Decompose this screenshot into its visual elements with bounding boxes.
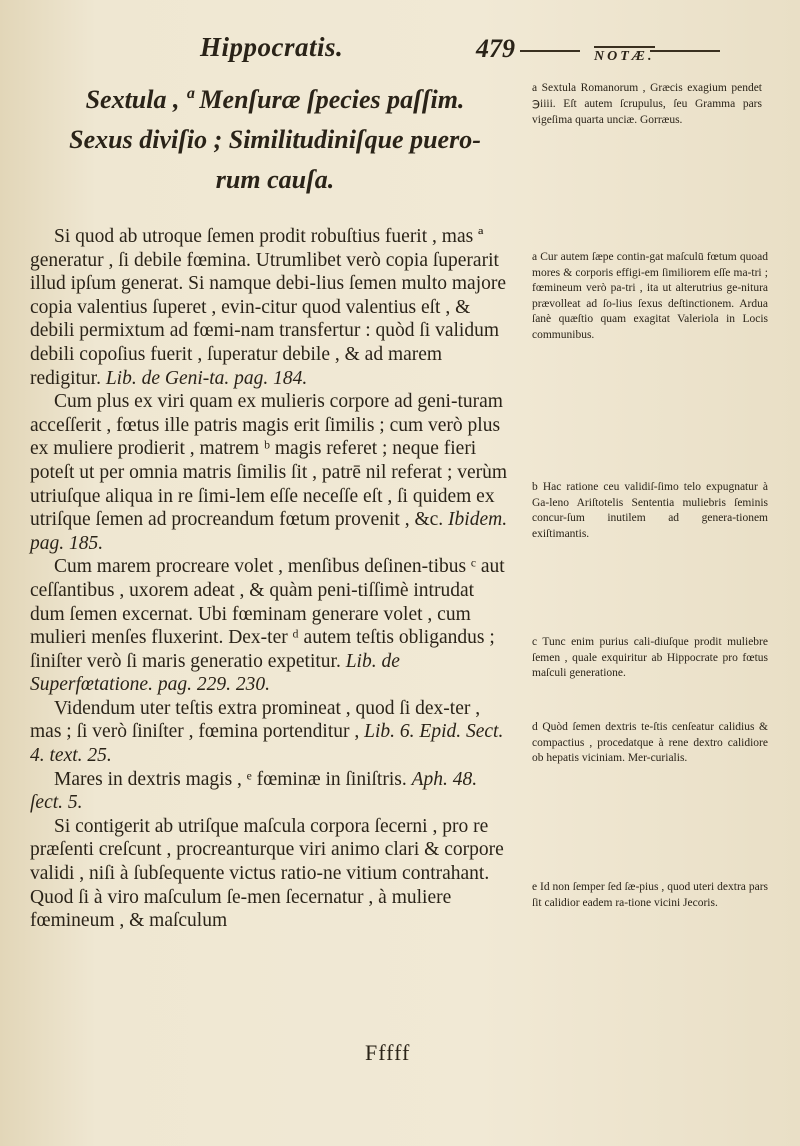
signature-mark: Fffff [365, 1040, 411, 1065]
note-c: c Tunc enim purius cali-diuſque prodit muliebre ſemen , quale exquiritur ab Hippocrate pro fœtus maſculi generatione. [532, 636, 768, 679]
title-line-2: Sexus diviſio ; Similitudiniſque puero- [69, 125, 481, 154]
main-text [30, 225, 510, 933]
paragraph-3 [30, 555, 510, 697]
paragraph-4 [30, 697, 510, 768]
title-line-1: Sextula , ª Menſuræ ſpecies paſſim. [85, 85, 465, 114]
note-d: d Quòd ſemen dextris te-ſtis cenſeatur calidius & compactius , procedatque à rene dextro calidiore ob hepatis viciniam. Mer-curialis. [532, 721, 768, 764]
note-b: b Hac ratione ceu validiſ-ſimo telo expugnatur à Ga-leno Ariſtotelis Sententia muliebris ſeminis concur-ſum inutilem ad genera-tionem exiſtimantis. [532, 481, 768, 540]
header-rule-left [520, 50, 580, 52]
paragraph-5-text: Mares in dextris magis , ᵉ fœminæ in ſiniſtris. [54, 768, 407, 790]
running-title: Hippocratis. [200, 32, 344, 62]
paragraph-5-reference: Aph. 48. ſect. 5. [30, 768, 478, 814]
paragraph-2-reference: Ibidem. pag. 185. [30, 509, 508, 554]
paragraph-3-text: Cum marem procreare volet , menſibus deſinen-tibus ᶜ aut ceſſantibus , uxorem adeat , & quàm peni-tiſſimè intrudat dum ſemen excernat. Ubi fœminam generare volet , cum mulieri menſes fluxerint. Dex-ter ᵈ autem teſtis obligandus ; ſiniſter verò ſi maris generatio expetitur. [30, 556, 505, 672]
paragraph-1-reference: Lib. de Geni-ta. pag. 184. [105, 367, 308, 389]
note-a: a Cur autem ſæpe contin-gat maſculū fœtum quoad mores & corporis effigi-em ſimiliorem eſſe ma-tri ; fœmineum verò pa-tri , ita ut alterutrius ge-nitura prævolleat ad ſo-lius ſexus deſtinctionem. Ardua ſanè quæſtio quam exagitat Valeriola in Locis communibus. [532, 251, 768, 341]
notae-heading: NOTÆ. [594, 46, 655, 65]
page-number: 479 [476, 34, 515, 63]
paragraph-6-text: Si contigerit ab utriſque maſcula corpora ſecerni , pro re præſenti creſcunt , procreanturque viri animo clari & corpore validi , niſi à ſubſequente victus ratio-ne vitium contrahant. Quod ſi à viro maſculum ſe-men ſecernatur , à muliere fœmineum , & maſculum [30, 815, 504, 932]
paragraph-2-text: Cum plus ex viri quam ex mulieris corpore ad geni-turam acceſſerit , fœtus ille patris magis erit ſimilis ; cum verò plus ex muliere prodierit , matrem ᵇ magis referet ; neque fieri poteſt ut per omnia matris ſimilis ſit , patrē nil referat ; verùm utriuſque aliqua in re ſimi-lem eſſe neceſſe eſt , ſi quidem ex utriſque ſemen ad procreandum fœtum provenit , &c. [30, 391, 508, 531]
note-e: e Id non ſemper ſed ſæ-pius , quod uteri dextra pars ſit calidior eadem ra-tione vicini Jecoris. [532, 881, 768, 909]
paragraph-4-reference: Lib. 6. Epid. Sect. 4. text. 25. [30, 721, 504, 767]
paragraph-1-text: Si quod ab utroque ſemen prodit robuſtius fuerit , mas ª generatur , ſi debile fœmina. Utrumlibet verò copia ſuperarit illud ipſum generat. Si namque debi-lius ſemen multo majore copia valentius ſuperet , evin-citur quod valentius eſt , & debili permixtum ad fœmi-nam transfertur : quòd ſi validum debili copoſius fuerit , ſuperatur debile , & ad marem redigitur. [30, 226, 507, 389]
paragraph-5 [30, 768, 510, 815]
header-rule-right [650, 50, 720, 52]
paragraph-1 [30, 225, 510, 390]
paragraph-4-text: Videndum uter teſtis extra promineat , quod ſi dex-ter , mas ; ſi verò ſiniſter , fœmina portenditur , [30, 697, 481, 743]
note-sextula: a Sextula Romanorum , Græcis exagium pendet ℈iiii. Eſt autem ſcrupulus, ſeu Gramma pars vigeſima quarta unciæ. Gorræus. [532, 82, 762, 126]
paragraph-3-reference: Lib. de Superfœtatione. pag. 229. 230. [30, 650, 400, 696]
paragraph-6 [30, 815, 510, 933]
title-line-3: rum cauſa. [215, 165, 335, 194]
paragraph-2 [30, 390, 510, 555]
section-title [40, 80, 510, 200]
